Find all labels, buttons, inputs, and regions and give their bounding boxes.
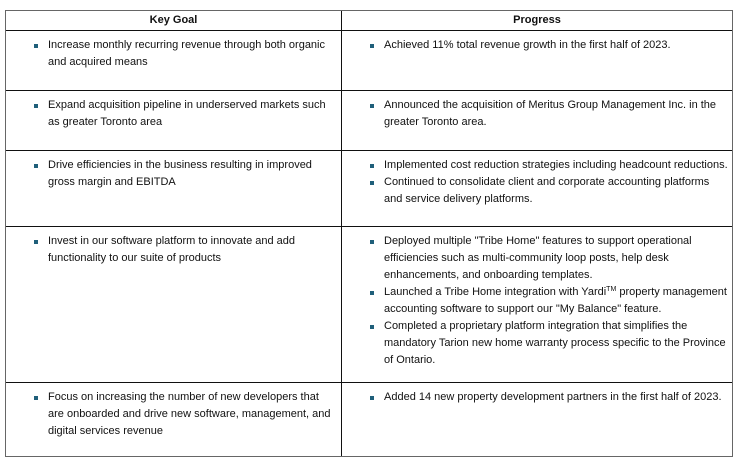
progress-cell — [342, 151, 732, 226]
progress-text: Completed a proprietary platform integration that simplifies the mandatory Tarion new home warranty process specific to the Province of Ontario. — [384, 320, 726, 366]
goal-cell — [6, 91, 342, 150]
table-row — [6, 90, 732, 150]
progress-text: Announced the acquisition of Meritus Group Management Inc. in the greater Toronto area. — [384, 99, 717, 128]
square-bullet-icon — [34, 240, 38, 244]
goal-item — [6, 97, 341, 131]
progress-cell — [342, 383, 732, 456]
square-bullet-icon — [34, 104, 38, 108]
square-bullet-icon — [34, 164, 38, 168]
progress-item — [342, 157, 732, 174]
square-bullet-icon — [34, 396, 38, 400]
progress-item — [342, 318, 732, 369]
progress-cell — [342, 31, 732, 90]
progress-item — [342, 97, 732, 131]
goal-text: Focus on increasing the number of new developers that are onboarded and drive new software, management, and digital services revenue — [48, 391, 331, 437]
square-bullet-icon — [370, 44, 374, 48]
goal-text: Drive efficiencies in the business resulting in improved gross margin and EBITDA — [48, 159, 312, 188]
goal-cell — [6, 227, 342, 382]
progress-text: Continued to consolidate client and corporate accounting platforms and service delivery platforms. — [384, 176, 710, 205]
square-bullet-icon — [370, 291, 374, 295]
progress-text: Added 14 new property development partners in the first half of 2023. — [384, 391, 722, 403]
square-bullet-icon — [370, 164, 374, 168]
header-progress: Progress — [513, 14, 561, 26]
goal-item — [6, 389, 341, 440]
table-row — [6, 382, 732, 456]
goal-text: Expand acquisition pipeline in underserved markets such as greater Toronto area — [48, 99, 326, 128]
progress-text: Launched a Tribe Home integration with Yardi — [384, 286, 607, 298]
trademark-superscript: TM — [606, 286, 617, 293]
progress-text: Implemented cost reduction strategies including headcount reductions. — [384, 159, 728, 171]
progress-item — [342, 284, 732, 318]
progress-cell — [342, 91, 732, 150]
table-row — [6, 150, 732, 226]
table-row — [6, 30, 732, 90]
header-key-goal: Key Goal — [6, 11, 342, 30]
progress-item — [342, 233, 732, 284]
square-bullet-icon — [370, 240, 374, 244]
goal-text: Invest in our software platform to innovate and add functionality to our suite of products — [48, 235, 296, 264]
square-bullet-icon — [34, 44, 38, 48]
goal-text: Increase monthly recurring revenue through both organic and acquired means — [48, 39, 325, 68]
square-bullet-icon — [370, 325, 374, 329]
goal-item — [6, 157, 341, 191]
square-bullet-icon — [370, 104, 374, 108]
progress-item — [342, 174, 732, 208]
square-bullet-icon — [370, 181, 374, 185]
table-row — [6, 226, 732, 382]
goal-item — [6, 233, 341, 267]
goal-cell — [6, 31, 342, 90]
progress-text: property management accounting software to support our "My Balance" feature. — [384, 286, 727, 315]
goals-progress-table — [5, 10, 733, 457]
progress-text: Deployed multiple "Tribe Home" features to support operational efficiencies such as multi-community loop posts, help desk enhancements, and onboarding templates. — [384, 235, 692, 281]
progress-text: Achieved 11% total revenue growth in the first half of 2023. — [384, 39, 671, 51]
goal-item — [6, 37, 341, 71]
progress-item — [342, 37, 732, 54]
table-header-row — [6, 11, 732, 30]
goal-cell — [6, 151, 342, 226]
progress-cell — [342, 227, 732, 382]
square-bullet-icon — [370, 396, 374, 400]
progress-item — [342, 389, 732, 406]
goal-cell — [6, 383, 342, 456]
